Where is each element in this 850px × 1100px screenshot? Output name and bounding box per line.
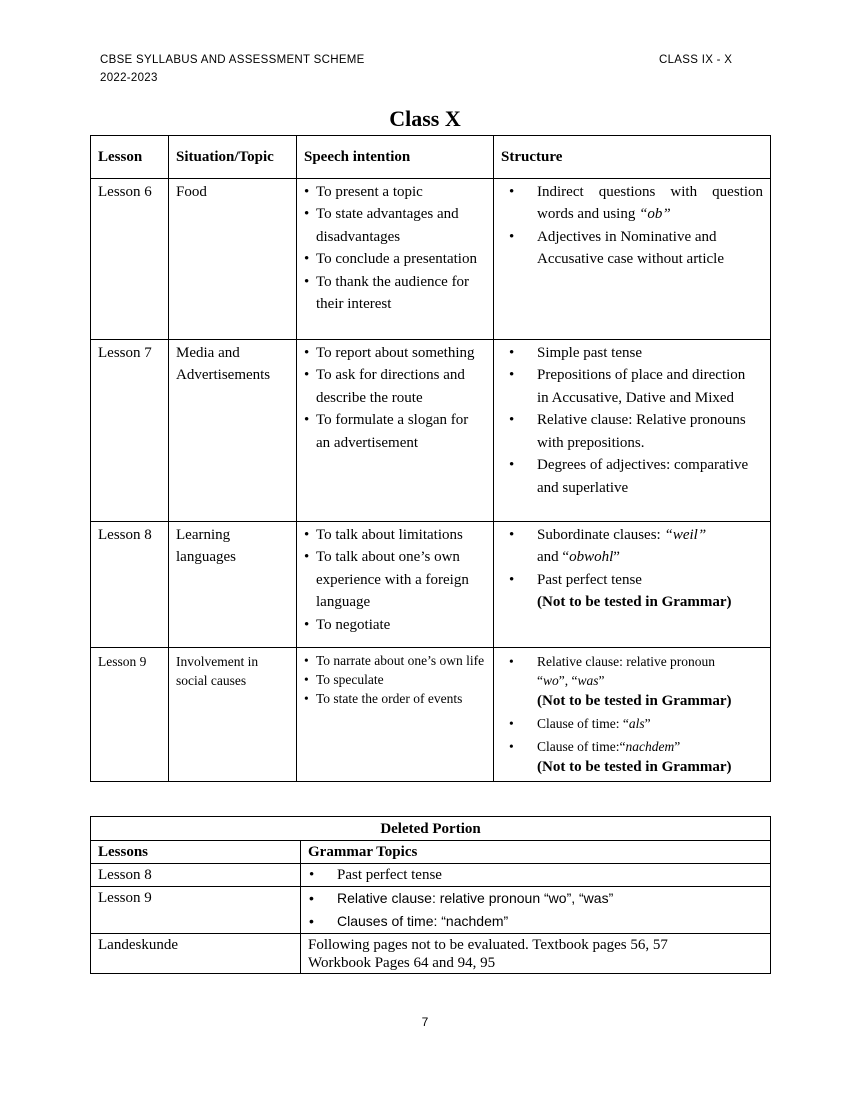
- lesson-cell: Lesson 6: [91, 178, 169, 339]
- col-header-structure: Structure: [494, 136, 771, 179]
- deleted-note-line: Workbook Pages 64 and 94, 95: [308, 955, 496, 971]
- deleted-title: Deleted Portion: [91, 817, 771, 841]
- lesson-cell: Lesson 9: [91, 647, 169, 781]
- speech-cell: [297, 178, 494, 339]
- list-item: • To formulate a slogan for an advertisement: [304, 409, 486, 454]
- not-tested-note: (Not to be tested in Grammar): [537, 594, 732, 610]
- syllabus-table: [90, 135, 771, 782]
- list-item: • To report about something: [304, 342, 486, 365]
- not-tested-note: (Not to be tested in Grammar): [537, 692, 732, 709]
- col-header-grammar-topics: Grammar Topics: [301, 841, 771, 864]
- list-item: • Adjectives in Nominative and Accusative case without article: [501, 226, 763, 271]
- not-tested-note: (Not to be tested in Grammar): [537, 758, 732, 775]
- speech-cell: [297, 339, 494, 521]
- list-item: • To speculate: [304, 671, 486, 688]
- structure-cell: [494, 339, 771, 521]
- table-row: [91, 521, 771, 647]
- structure-cell: [494, 521, 771, 647]
- topic-cell: Media and Advertisements: [169, 339, 297, 521]
- list-item: • Clause of time: “als”: [501, 714, 763, 733]
- header-title: CBSE SYLLABUS AND ASSESSMENT SCHEME: [100, 54, 365, 66]
- header-class: CLASS IX - X: [659, 54, 733, 66]
- list-item: • To talk about one’s own experience with a foreign language: [304, 546, 486, 614]
- table-row: [91, 339, 771, 521]
- speech-cell: [297, 521, 494, 647]
- col-header-topic: Situation/Topic: [169, 136, 297, 179]
- topic-cell: Food: [169, 178, 297, 339]
- list-item: • To state advantages and disadvantages: [304, 203, 486, 248]
- list-item: • To present a topic: [304, 181, 486, 204]
- list-item: • To narrate about one’s own life: [304, 652, 486, 669]
- list-item: • To state the order of events: [304, 690, 486, 707]
- topic-cell: Involvement in social causes: [169, 647, 297, 781]
- page-number: 7: [421, 1015, 429, 1029]
- list-item: • Past perfect tense: [301, 864, 763, 886]
- list-item: • To ask for directions and describe the route: [304, 364, 486, 409]
- list-item: • To negotiate: [304, 614, 486, 637]
- table-row: [91, 864, 771, 887]
- topics-cell: [301, 864, 771, 887]
- deleted-title-row: [91, 817, 771, 841]
- table-row: [91, 178, 771, 339]
- table-header-row: [91, 136, 771, 179]
- lesson-cell: Lesson 8: [91, 864, 301, 887]
- list-item: • Past perfect tense (Not to be tested in Grammar): [501, 569, 763, 614]
- lesson-cell: Lesson 9: [91, 887, 301, 934]
- page-title: Class X: [389, 106, 461, 131]
- list-item: • To thank the audience for their interest: [304, 271, 486, 316]
- list-item: • Relative clause: Relative pronouns with prepositions.: [501, 409, 763, 454]
- col-header-lessons: Lessons: [91, 841, 301, 864]
- list-item: • Simple past tense: [501, 342, 763, 365]
- table-row: [91, 647, 771, 781]
- list-item: • Relative clause: relative pronoun “wo”, “was” (Not to be tested in Grammar): [501, 652, 763, 712]
- list-item: • Clauses of time: “nachdem”: [301, 910, 763, 933]
- header-year: 2022-2023: [100, 72, 158, 84]
- list-item-continuation: in Accusative, Dative and Mixed: [537, 389, 735, 406]
- list-item: • To conclude a presentation: [304, 248, 486, 271]
- list-item: • Degrees of adjectives: comparative and superlative: [501, 454, 763, 499]
- list-item: • To talk about limitations: [304, 524, 486, 547]
- col-header-speech: Speech intention: [297, 136, 494, 179]
- list-item: • Relative clause: relative pronoun “wo”, “was”: [301, 887, 763, 910]
- table-row: [91, 887, 771, 934]
- list-item: • Prepositions of place and direction: [501, 364, 763, 387]
- lesson-cell: Lesson 7: [91, 339, 169, 521]
- topics-cell: [301, 887, 771, 934]
- col-header-lesson: Lesson: [91, 136, 169, 179]
- list-item: • Indirect questions with question words and using “ob”: [501, 181, 763, 226]
- list-item: • Subordinate clauses: “weil” and “obwohl”: [501, 524, 763, 569]
- structure-cell: [494, 178, 771, 339]
- list-item: • Clause of time:“nachdem” (Not to be tested in Grammar): [501, 737, 763, 778]
- deleted-note-line: Following pages not to be evaluated. Textbook pages 56, 57: [308, 937, 668, 953]
- topics-cell: [301, 934, 771, 974]
- lesson-cell: Landeskunde: [91, 934, 301, 974]
- lesson-cell: Lesson 8: [91, 521, 169, 647]
- speech-cell: [297, 647, 494, 781]
- deleted-header-row: [91, 841, 771, 864]
- topic-cell: Learning languages: [169, 521, 297, 647]
- structure-cell: [494, 647, 771, 781]
- deleted-portion-table: [90, 816, 771, 974]
- table-row: [91, 934, 771, 974]
